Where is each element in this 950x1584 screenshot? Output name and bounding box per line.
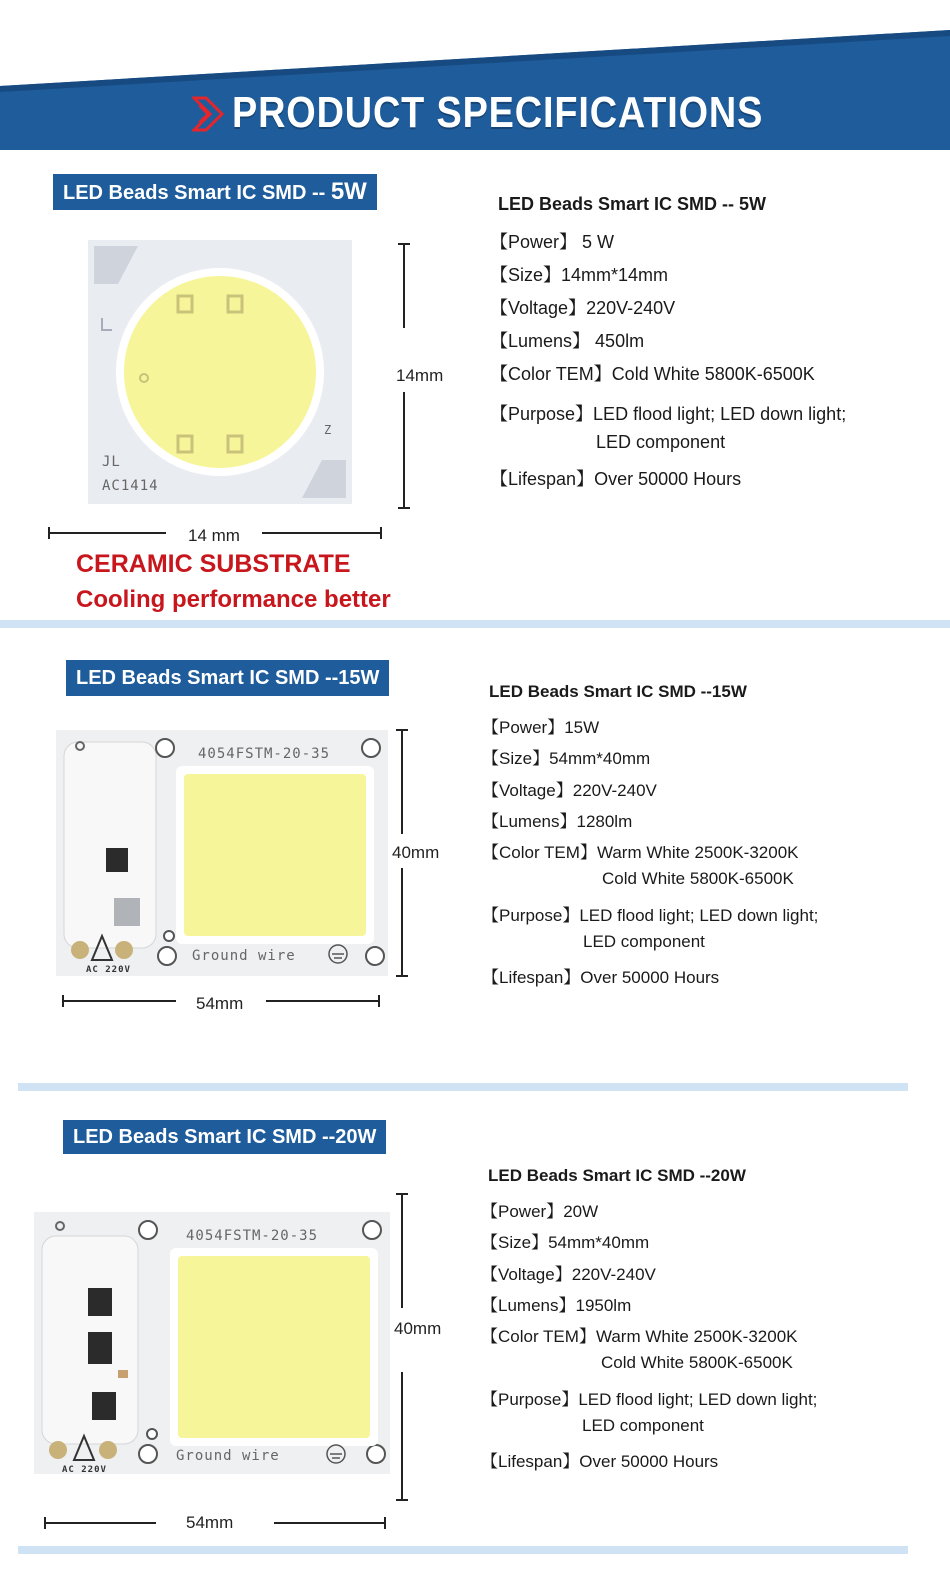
spec-row-voltage: 【Voltage】220V-240V	[481, 1265, 656, 1284]
spec-row-color-tem: 【Color TEM】Warm White 2500K-3200K	[482, 843, 799, 862]
spec-row-size: 【Size】54mm*40mm	[482, 749, 651, 768]
spec-list-15w	[482, 680, 922, 1000]
spec-row-lumens: 【Lumens】1950lm	[481, 1296, 632, 1315]
board-marking-model: 4054FSTM-20-35	[186, 1228, 319, 1244]
dimension-line-vertical	[401, 1194, 403, 1308]
svg-text:Z: Z	[324, 423, 333, 437]
spec-row-purpose: 【Purpose】LED flood light; LED down light;	[481, 1390, 818, 1409]
spec-row-voltage: 【Voltage】220V-240V	[490, 298, 676, 318]
led-chip-5w-image	[88, 240, 352, 504]
spec-row-power: 【Power】15W	[482, 718, 600, 737]
ground-wire-label: Ground wire	[176, 1448, 280, 1464]
dimension-line-vertical	[401, 730, 403, 834]
dimension-line-vertical	[403, 244, 405, 328]
section-divider	[18, 1083, 908, 1091]
spec-row-lifespan: 【Lifespan】Over 50000 Hours	[490, 469, 742, 489]
section-divider	[0, 620, 950, 628]
dimension-width-label: 14 mm	[188, 526, 240, 545]
spec-row-purpose-cont: LED component	[582, 1416, 704, 1435]
spec-row-color-tem-cont: Cold White 5800K-6500K	[601, 1353, 793, 1372]
ground-wire-label: Ground wire	[192, 948, 296, 964]
spec-row-voltage: 【Voltage】220V-240V	[482, 781, 657, 800]
spec-title: LED Beads Smart IC SMD -- 5W	[498, 194, 767, 214]
board-marking-jl: JL	[102, 454, 121, 470]
spec-row-color-tem-cont: Cold White 5800K-6500K	[602, 869, 794, 888]
chevron-right-icon	[192, 96, 226, 132]
dimension-height-label: 40mm	[392, 843, 440, 862]
dimension-height-label: 40mm	[394, 1319, 442, 1338]
section-label-text: LED Beads Smart IC SMD --	[63, 182, 331, 204]
section-label-5w	[53, 174, 377, 210]
spec-row-color-tem: 【Color TEM】Cold White 5800K-6500K	[490, 364, 815, 384]
spec-row-size: 【Size】54mm*40mm	[481, 1233, 650, 1252]
ac-voltage-marking: AC 220V	[62, 1465, 107, 1474]
dimension-line-horizontal	[44, 1522, 156, 1524]
ac-voltage-marking: AC 220V	[86, 965, 131, 975]
section-divider	[18, 1546, 908, 1554]
spec-row-purpose-cont: LED component	[596, 432, 726, 452]
spec-row-color-tem: 【Color TEM】Warm White 2500K-3200K	[481, 1327, 798, 1346]
spec-row-lifespan: 【Lifespan】Over 50000 Hours	[481, 1452, 719, 1471]
dimension-line-horizontal	[62, 1000, 176, 1002]
spec-row-power: 【Power】 5 W	[490, 232, 615, 252]
highlight-cooling: Cooling performance better	[76, 586, 391, 613]
spec-title: LED Beads Smart IC SMD --15W	[489, 682, 747, 701]
dimension-height-label: 14mm	[396, 366, 444, 385]
section-label-15w: LED Beads Smart IC SMD --15W	[66, 660, 389, 696]
spec-row-purpose-cont: LED component	[583, 932, 705, 951]
dimension-width-label: 54mm	[186, 1513, 234, 1532]
spec-list-20w	[481, 1164, 921, 1484]
highlight-ceramic: CERAMIC SUBSTRATE	[76, 550, 351, 578]
spec-row-purpose: 【Purpose】LED flood light; LED down light;	[490, 404, 847, 424]
spec-row-lumens: 【Lumens】 450lm	[490, 331, 645, 351]
led-chip-15w-image	[56, 730, 388, 976]
board-marking-model: AC1414	[102, 478, 159, 494]
spec-row-power: 【Power】20W	[481, 1202, 599, 1221]
spec-list-5w	[490, 194, 930, 494]
page-title: PRODUCT SPECIFICATIONS	[232, 88, 764, 137]
spec-title: LED Beads Smart IC SMD --20W	[488, 1166, 746, 1185]
dimension-line-horizontal	[48, 532, 166, 534]
section-label-power: 5W	[330, 178, 367, 205]
led-chip-20w-image	[34, 1212, 390, 1474]
section-label-20w: LED Beads Smart IC SMD --20W	[63, 1120, 386, 1154]
spec-row-lifespan: 【Lifespan】Over 50000 Hours	[482, 968, 720, 987]
spec-row-size: 【Size】14mm*14mm	[490, 265, 669, 285]
dimension-width-label: 54mm	[196, 994, 244, 1013]
spec-row-lumens: 【Lumens】1280lm	[482, 812, 633, 831]
board-marking-model: 4054FSTM-20-35	[198, 746, 331, 762]
spec-row-purpose: 【Purpose】LED flood light; LED down light;	[482, 906, 819, 925]
